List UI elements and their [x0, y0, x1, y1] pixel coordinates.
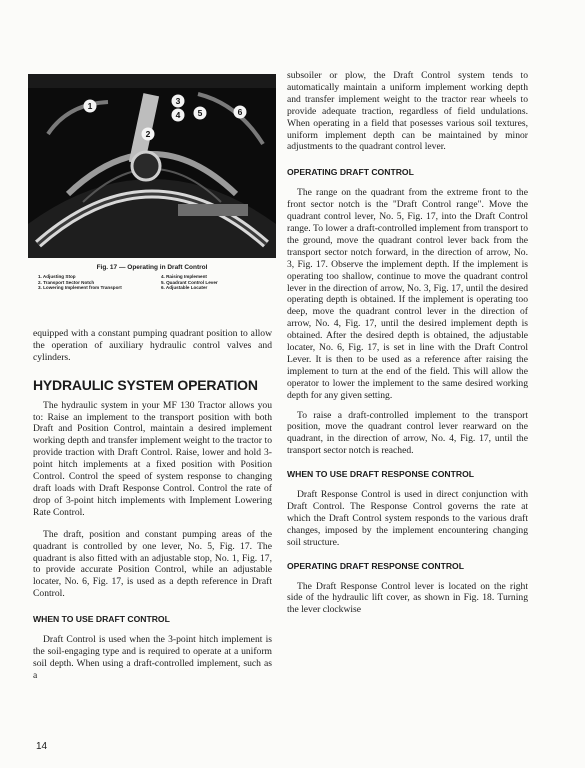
caption-item: 5. Quadrant Control Lever — [161, 279, 218, 285]
heading-operating-draft-control: OPERATING DRAFT CONTROL — [287, 167, 414, 178]
hydraulic-paragraph-1: The hydraulic system in your MF 130 Tractor allows you to: Raise an implement to the transport position with both Draft and Position Control, maintain a desired implement working depth and transfer implement weight to the tractor to provide traction with Draft Control. Raise, lower and hold 3-point hitch implements at a fixed position with Position Control. Control the speed of system response to changing draft loads with Draft Response Control. Control the rate of drop of 3-point hitch implements with Implement Lowering Rate Control. — [33, 399, 272, 518]
operating-draft-paragraph-2: To raise a draft-controlled implement to the transport position, move the quadrant control lever rearward on the quadrant, in the direction of arrow, No. 4, Fig. 17, until the transport sector notch is reached. — [287, 409, 528, 457]
caption-item: 1. Adjusting Stop — [38, 274, 76, 279]
caption-title: Fig. 17 — Operating in Draft Control — [96, 264, 208, 271]
callout-6 — [234, 106, 247, 119]
draft-control-paragraph: Draft Control is used when the 3-point hitch implement is the soil-engaging type and is required to operate at a uniform soil depth. When using a draft-controlled implement, such as a — [33, 634, 272, 681]
svg-text:6: 6 — [237, 107, 243, 117]
callout-3 — [172, 95, 185, 108]
caption-item: 4. Raising Implement — [161, 274, 207, 279]
callout-5 — [194, 107, 207, 120]
left-continuation-paragraph: equipped with a constant pumping quadrant position to allow the operation of auxiliary hydraulic control valves and cylinders. — [33, 328, 272, 363]
heading-when-to-use-draft-response: WHEN TO USE DRAFT RESPONSE CONTROL — [287, 469, 475, 480]
hydraulic-paragraph-2: The draft, position and constant pumping areas of the quadrant is controlled by one lever, No. 5, Fig. 17. The quadrant is also fitted with an adjustable stop, No. 1, Fig. 17, to provide accurate Position Control, while an adjustable locater, No. 6, Fig. 17, is used as a depth reference in Draft Control. — [33, 528, 272, 600]
operating-response-paragraph: The Draft Response Control lever is located on the right side of the hydraulic lift cover, as shown in Fig. 18. Turning the lever clockwise — [287, 580, 528, 616]
svg-text:5: 5 — [197, 108, 203, 118]
heading-operating-draft-response: OPERATING DRAFT RESPONSE CONTROL — [287, 560, 464, 571]
callout-4 — [172, 109, 185, 122]
callout-1 — [84, 100, 97, 113]
caption-item: 2. Transport Sector Notch — [38, 279, 95, 285]
svg-text:2: 2 — [145, 129, 151, 139]
caption-legend — [28, 274, 276, 291]
left-column — [33, 328, 272, 690]
caption-item: 6. Adjustable Locater — [161, 285, 208, 291]
page-number: 14 — [36, 741, 48, 752]
caption-item: 3. Lowering Implement from Transport — [38, 285, 122, 291]
callout-2 — [142, 128, 155, 141]
right-column — [287, 70, 528, 624]
section-heading-hydraulic-system: HYDRAULIC SYSTEM OPERATION — [33, 376, 258, 393]
svg-text:1: 1 — [87, 101, 93, 111]
draft-response-paragraph: Draft Response Control is used in direct conjunction with Draft Control. The Response Control governs the rate at which the Draft Control system responds to the various draft changes, imposed by the implement encountering changing soil structure. — [287, 489, 528, 548]
heading-when-to-use-draft-control: WHEN TO USE DRAFT CONTROL — [33, 614, 170, 625]
figure-17-photo — [28, 74, 276, 258]
right-continuation-paragraph: subsoiler or plow, the Draft Control system tends to automatically maintain a uniform implement working depth and transfer implement weight to the tractor rear wheels to provide adequate traction, regardless of field undulations. When operating in a field that posesses various soil textures, uniform implement depth can be maintained by minor adjustments to the quadrant control lever. — [287, 70, 528, 153]
svg-text:4: 4 — [175, 110, 181, 120]
quadrant-photo-illustration — [28, 74, 276, 258]
operating-draft-paragraph-1: The range on the quadrant from the extreme front to the front sector notch is the "Draft Control range". Move the quadrant control lever, No. 5, Fig. 17, into the Draft Control range. To lower a draft-controlled implement from transport to the ground, move the quadrant control lever back from the transport sector notch forward, in the direction of arrow, No. 3, Fig. 17. Observe the implement depth. If the implement is operating too shallow, continue to move the quadrant control lever in the direction of arrow, No. 3, Fig. 17, until the desired operating depth is obtained. If the implement is operating too deep, move the quadrant control lever in the direction of arrow, No. 4, Fig. 17, until the desired implement depth is obtained. After the desired depth is obtained, the adjustable locater, No. 6, Fig. 17, is set in line with the Draft Control Lever. It is then to be used as a reference after raising the implement to turn at the end of the field. This will allow the operator to lower the implement to the same desired working depth for any given setting. — [287, 187, 528, 401]
svg-text:3: 3 — [175, 96, 181, 106]
figure-caption — [28, 264, 276, 291]
